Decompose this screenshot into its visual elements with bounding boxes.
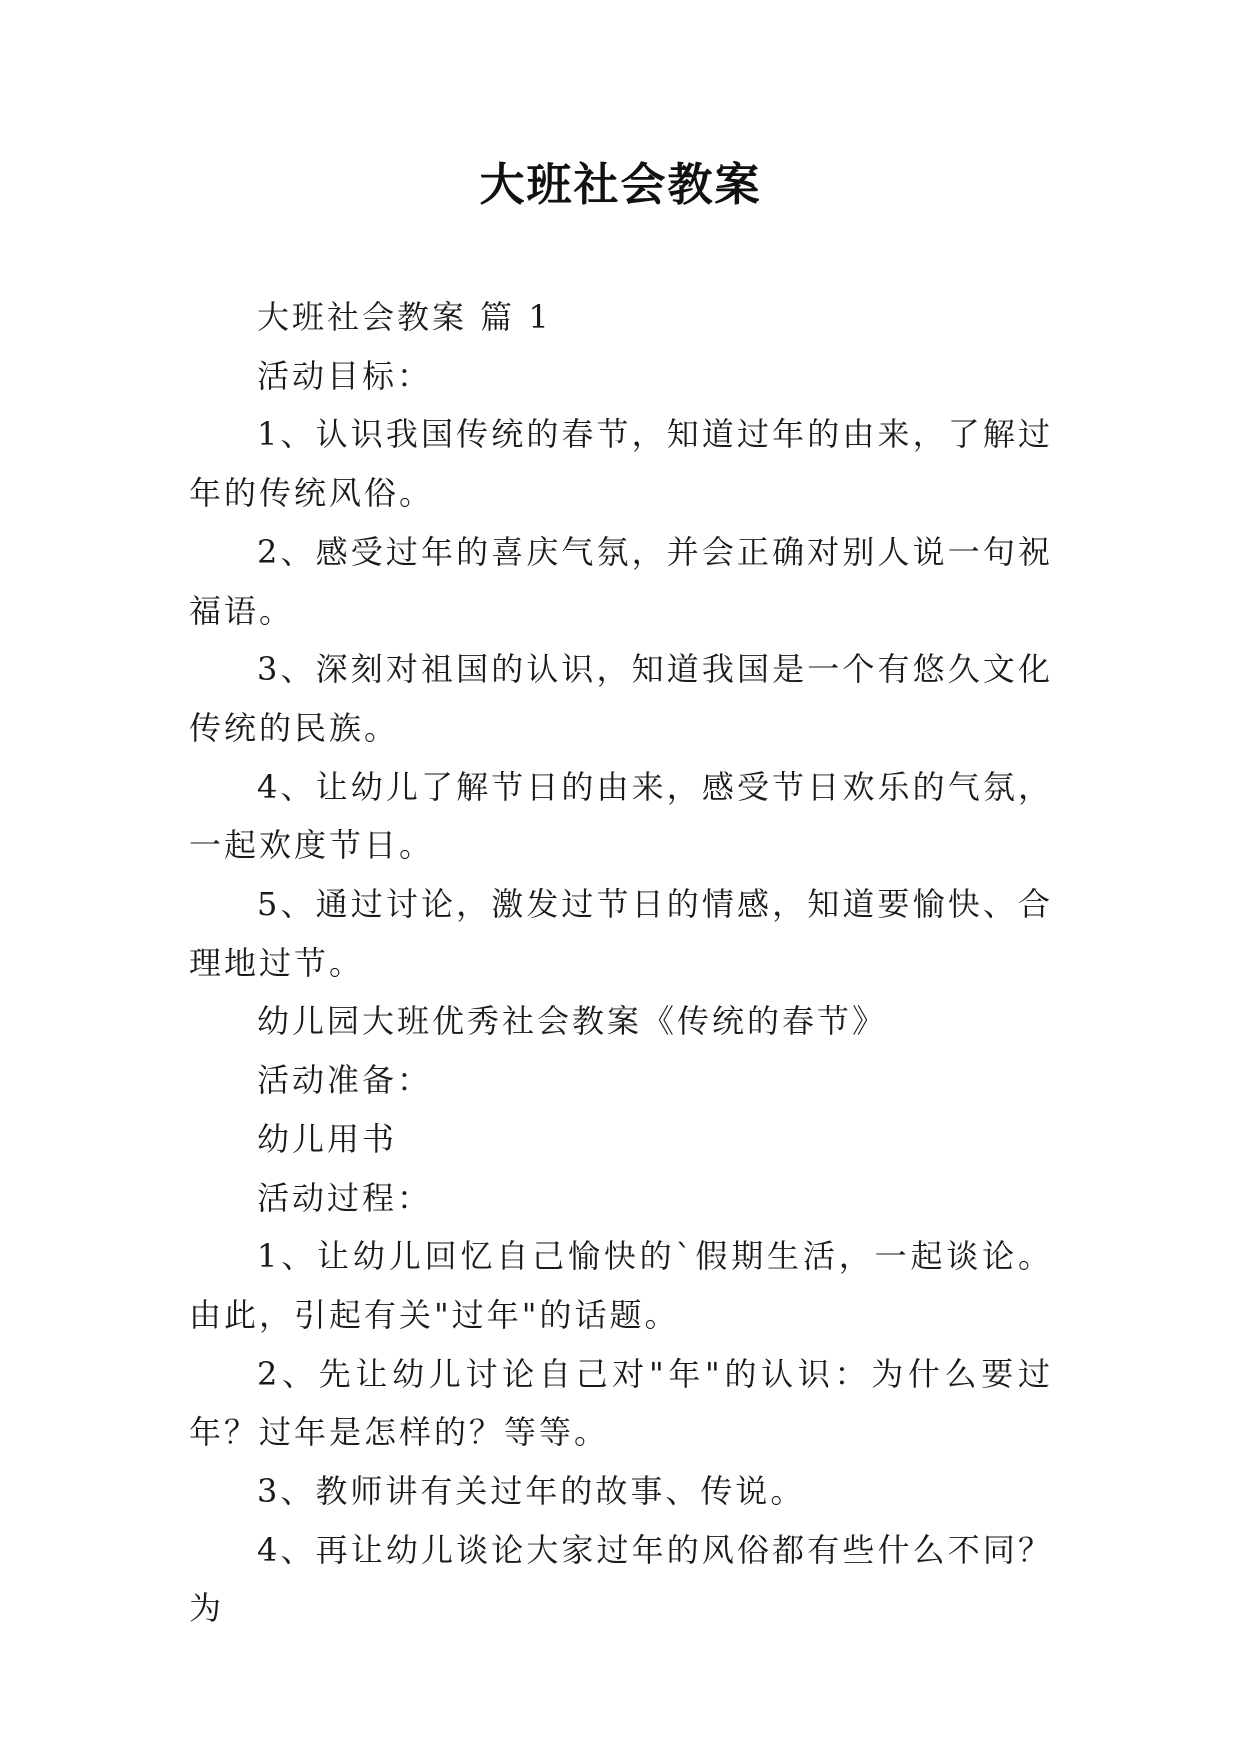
paragraph: 2、感受过年的喜庆气氛，并会正确对别人说一句祝福语。 bbox=[189, 532, 1053, 630]
paragraph: 1、认识我国传统的春节，知道过年的由来，了解过年的传统风俗。 bbox=[189, 415, 1053, 513]
paragraph: 3、深刻对祖国的认识，知道我国是一个有悠久文化传统的民族。 bbox=[189, 650, 1053, 747]
document-title: 大班社会教案 bbox=[479, 158, 762, 211]
paragraph: 活动准备： bbox=[257, 1061, 433, 1100]
paragraph: 幼儿园大班优秀社会教案《传统的春节》 bbox=[257, 1002, 888, 1041]
document-body bbox=[189, 288, 1053, 1638]
paragraph: 4、让幼儿了解节日的由来，感受节日欢乐的气氛，一起欢度节日。 bbox=[189, 767, 1053, 865]
paragraph: 大班社会教案 篇 1 bbox=[257, 298, 552, 336]
paragraph: 幼儿用书 bbox=[257, 1119, 398, 1158]
paragraph: 2、先让幼儿讨论自己对"年"的认识：为什么要过年？过年是怎样的？等等。 bbox=[189, 1354, 1053, 1452]
paragraph: 3、教师讲有关过年的故事、传说。 bbox=[257, 1472, 806, 1511]
paragraph: 4、再让幼儿谈论大家过年的风俗都有些什么不同？为 bbox=[189, 1530, 1053, 1628]
paragraph: 活动目标： bbox=[257, 356, 433, 395]
paragraph: 5、通过讨论，激发过节日的情感，知道要愉快、合理地过节。 bbox=[189, 885, 1053, 982]
paragraph: 活动过程： bbox=[257, 1178, 433, 1217]
paragraph: 1、让幼儿回忆自己愉快的`假期生活，一起谈论。由此，引起有关"过年"的话题。 bbox=[189, 1237, 1053, 1334]
